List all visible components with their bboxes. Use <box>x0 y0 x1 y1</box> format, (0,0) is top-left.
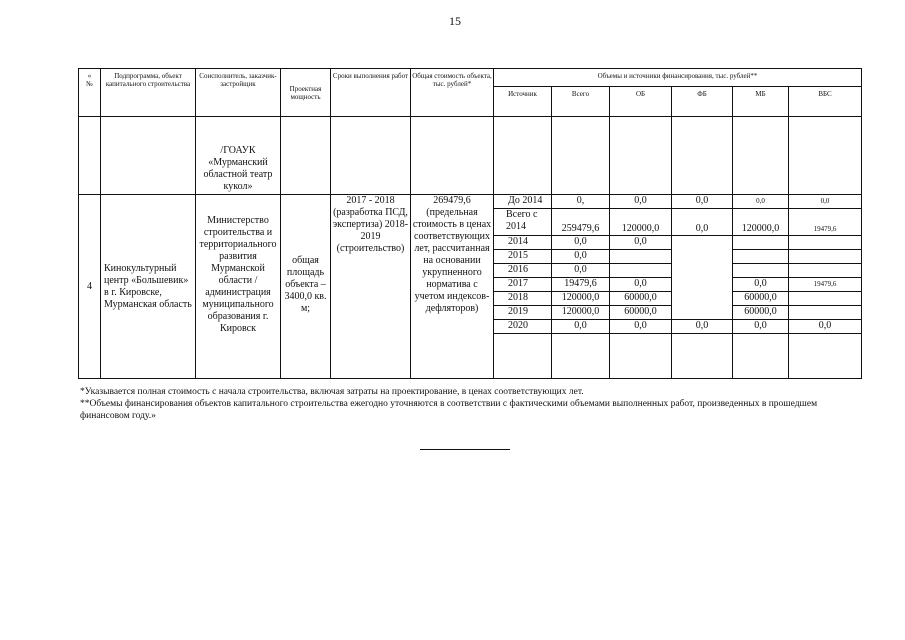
fin-total: 0,0 <box>552 250 610 264</box>
fin-mb <box>733 264 789 278</box>
fin-ob: 0,0 <box>610 278 672 292</box>
prev-coexecutor: /ГОАУК «Мурманский областной театр кукол» <box>196 117 281 195</box>
fin-vbs <box>789 264 862 278</box>
prev-cell <box>733 117 789 195</box>
fin-ob: 60000,0 <box>610 306 672 320</box>
fin-total: 120000,0 <box>552 292 610 306</box>
fin-source: 2019 <box>494 306 552 320</box>
fin-fb <box>672 236 733 250</box>
row-number: 4 <box>79 195 101 379</box>
fin-vbs <box>789 306 862 320</box>
header-total-cost: Общая стоимость объекта, тыс. рублей* <box>411 69 494 117</box>
fin-source: До 2014 <box>494 195 552 209</box>
prev-cell <box>789 117 862 195</box>
object-coexecutor: Министерство строительства и территориального развития Мурманской области /администрация муниципального образования г. Кировск <box>196 195 281 379</box>
page-number: 15 <box>449 14 461 28</box>
fin-total: 0,0 <box>552 236 610 250</box>
fin-source: 2014 <box>494 236 552 250</box>
fin-mb: 60000,0 <box>733 292 789 306</box>
footnotes <box>80 386 840 422</box>
fin-vbs: 0,0 <box>789 320 862 334</box>
prev-cell <box>331 117 411 195</box>
fin-mb: 60000,0 <box>733 306 789 320</box>
fin-empty <box>672 334 733 379</box>
fin-total: 259479,6 <box>552 209 610 236</box>
fin-total: 0, <box>552 195 610 209</box>
fin-fb <box>672 264 733 278</box>
fin-fb: 0,0 <box>672 320 733 334</box>
object-terms: 2017 - 2018 (разработка ПСД, экспертиза) 2018-2019 (строительство) <box>331 195 411 379</box>
fin-vbs <box>789 236 862 250</box>
fin-fb <box>672 278 733 292</box>
financing-table <box>78 68 862 379</box>
object-name: Кинокультурный центр «Большевик» в г. Кировске, Мурманская область <box>101 195 196 379</box>
prev-cell <box>411 117 494 195</box>
fin-empty <box>494 334 552 379</box>
footnote-financing: **Объемы финансирования объектов капитального строительства ежегодно уточняются в соответствии с фактическими объемами выполненных работ, произведенных в прошедшем финансовом году.» <box>80 399 818 421</box>
fin-mb: 0,0 <box>733 195 789 209</box>
header-no <box>79 69 101 117</box>
prev-cell <box>101 117 196 195</box>
fin-vbs: 0,0 <box>789 195 862 209</box>
fin-empty <box>552 334 610 379</box>
fin-fb <box>672 292 733 306</box>
fin-fb <box>672 306 733 320</box>
header-ob: ОБ <box>610 87 672 117</box>
fin-total: 0,0 <box>552 320 610 334</box>
prev-cell <box>672 117 733 195</box>
prev-cell <box>79 117 101 195</box>
fin-mb <box>733 236 789 250</box>
header-terms: Сроки выполнения работ <box>331 69 411 117</box>
header-vbs: ВБС <box>789 87 862 117</box>
fin-fb: 0,0 <box>672 195 733 209</box>
fin-source: 2015 <box>494 250 552 264</box>
header-subprogram: Подпрограмма, объект капитального строительства <box>101 69 196 117</box>
header-coexecutor: Соисполнитель, заказчик-застройщик <box>196 69 281 117</box>
fin-empty <box>789 334 862 379</box>
fin-fb <box>672 250 733 264</box>
fin-ob: 60000,0 <box>610 292 672 306</box>
fin-mb: 0,0 <box>733 320 789 334</box>
fin-source: Всего с 2014 <box>494 209 552 236</box>
object-capacity: общая площадь объекта – 3400,0 кв. м; <box>281 195 331 379</box>
header-fb: ФБ <box>672 87 733 117</box>
fin-total: 120000,0 <box>552 306 610 320</box>
fin-empty <box>610 334 672 379</box>
fin-vbs: 19479,6 <box>789 278 862 292</box>
fin-empty <box>733 334 789 379</box>
fin-vbs <box>789 292 862 306</box>
header-mb: МБ <box>733 87 789 117</box>
fin-total: 19479,6 <box>552 278 610 292</box>
fin-fb: 0,0 <box>672 209 733 236</box>
header-source: Источник <box>494 87 552 117</box>
header-no-label: № <box>86 80 93 88</box>
header-total: Всего <box>552 87 610 117</box>
fin-ob: 0,0 <box>610 236 672 250</box>
prev-cell <box>552 117 610 195</box>
fin-mb <box>733 250 789 264</box>
fin-ob: 0,0 <box>610 320 672 334</box>
fin-source: 2016 <box>494 264 552 278</box>
fin-ob: 0,0 <box>610 195 672 209</box>
fin-ob <box>610 264 672 278</box>
fin-vbs <box>789 250 862 264</box>
footnote-cost: *Указывается полная стоимость с начала строительства, включая затраты на проектирование, в ценах соответствующих лет. <box>80 387 584 397</box>
header-capacity: Проектная мощность <box>281 69 331 117</box>
prev-cell <box>494 117 552 195</box>
fin-ob <box>610 250 672 264</box>
end-rule <box>420 449 510 450</box>
fin-mb: 120000,0 <box>733 209 789 236</box>
fin-mb: 0,0 <box>733 278 789 292</box>
fin-source: 2020 <box>494 320 552 334</box>
object-total-cost: 269479,6 (предельная стоимость в ценах соответствующих лет, рассчитанная на основании укрупненного норматива с учетом индексов-дефляторов) <box>411 195 494 379</box>
prev-cell <box>281 117 331 195</box>
fin-vbs: 19479,6 <box>789 209 862 236</box>
fin-row <box>79 195 862 209</box>
fin-source: 2018 <box>494 292 552 306</box>
fin-ob: 120000,0 <box>610 209 672 236</box>
header-financing: Объемы и источники финансирования, тыс. рублей** <box>494 69 862 87</box>
header-no-mark: « <box>87 72 92 80</box>
fin-source: 2017 <box>494 278 552 292</box>
fin-total: 0,0 <box>552 264 610 278</box>
prev-cell <box>610 117 672 195</box>
